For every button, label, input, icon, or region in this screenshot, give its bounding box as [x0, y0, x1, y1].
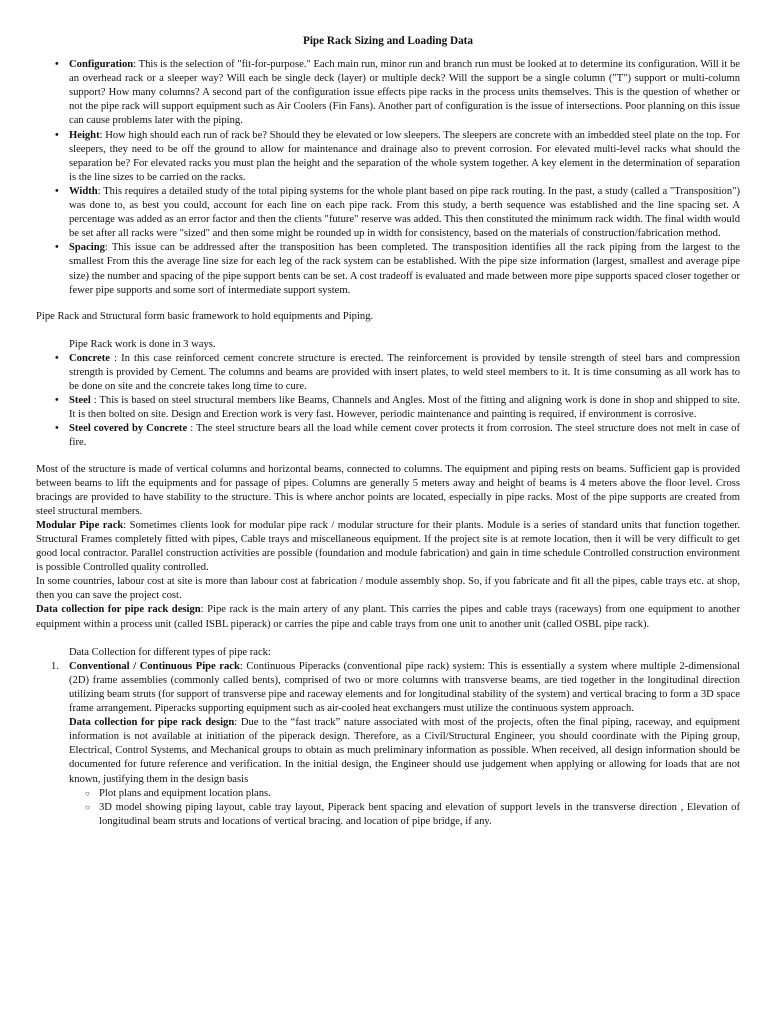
term-modular: Modular Pipe rack — [36, 519, 124, 531]
steel-text: : This is based on steel structural members like Beams, Channels and Angles. Most of the fitting and aligning work is done in shop and shipped to site. It is then bolted on site. Design and Erection work is very fast. However, periodic maintenance and painting is required, if environment is corrosive. — [69, 395, 740, 421]
conventional-paragraph — [69, 660, 740, 716]
sub-data-collection-text: : Due to the “fast track” nature associated with most of the projects, often the final piping, raceway, and equipment information is not available at initiation of the piperack design. Therefore, as a Civil/Structural Engineer, you should coordinate with the Piping group, Electrical, Control Systems, and Mechanical groups to obtain as much preliminary information as possible. When received, all design information should be documented for future reference and verification. In the initial design, the Engineer should use judgement when applying or allowing for loads that are not known, justifying them in the design basis — [69, 717, 740, 785]
term-configuration: Configuration — [69, 59, 134, 71]
page-title: Pipe Rack Sizing and Loading Data — [302, 35, 474, 47]
width-text: : This requires a detailed study of the total piping systems for the whole plant based on pipe rack routing. In the past, a study (called a "Transposition") was done to, as best you could, account for each line on each pipe rack. From this study, a berth sequence was established and the line spacing set. A percentage was added as an error factor and then the clients "future" reserve was added. This then constituted the minimum rack width. The final width would be set after all racks were "sized" and then some might be rounded up in width for consistency, based on the materials of construction/fabrication method. — [69, 185, 740, 240]
data-collection-text: : Pipe rack is the main artery of any plant. This carries the pipes and cable trays (raceways) from one equipment to another equipment within a process unit (called ISBL piperack) or carries the pipe and cable trays from one unit to another unit (called OSBL pipe rack). — [36, 604, 740, 630]
ways-intro: Pipe Rack work is done in 3 ways. — [69, 338, 216, 350]
term-data-collection: Data collection for pipe rack design — [36, 604, 201, 616]
item-number: 1. — [51, 660, 59, 672]
height-text: : How high should each run of rack be? Should they be elevated or low sleepers. The sleepers are concrete with an imbedded steel plate on the top. For sleepers, they need to be off the ground to allow for maintenance and drainage also to prevent corrosion. For elevated multi-level racks what should the separation be? For elevated racks you must plan the height and the separation of the whole system together. A key element in the determination of separation is the line sizes to be carried on the racks. — [69, 129, 740, 183]
list-item — [69, 129, 740, 185]
list-item — [69, 394, 740, 422]
design-considerations-list — [36, 58, 740, 298]
structure-paragraph: Most of the structure is made of vertical columns and horizontal beams, connected to columns. The equipment and piping rests on beams. Sufficient gap is provided between beams to lift the equipments and for passage of pipes. Columns are generally 5 meters away and height of beams is 4 meters above the floor level. Cross bracings are provided to have stability to the structure. This is where anchor points are located, especially in pipe racks. Most of the pipe supports are created from steel structural members. — [36, 463, 740, 517]
concrete-text: : In this case reinforced cement concrete structure is erected. The reinforcement is provided by tensile strength of steel bars and compression strength is provided by Cement. The columns and beams are provided with insert plates, to weld steel members to it. It is time consuming as all work has to be done on site and the concrete takes long time to cure. — [69, 352, 740, 393]
steel-covered-text: : The steel structure bears all the load while cement cover protects it from corrosion. The steel structure does not melt in case of fire. — [69, 423, 740, 449]
labour-paragraph: In some countries, labour cost at site is more than labour cost at fabrication / module assembly shop. So, if you fabricate and fit all the pipes, cable trays etc. at shop, then you can save the project cost. — [36, 576, 740, 602]
term-concrete: Concrete — [69, 352, 110, 364]
term-height: Height — [69, 129, 100, 141]
list-item — [69, 352, 740, 394]
term-spacing: Spacing — [69, 242, 105, 254]
spacing-text: : This issue can be addressed after the transposition has been completed. The transposition identifies all the rack piping from the largest to the smallest From this the average line size for each leg of the rack system can be established. With the pipe size information (largest, smallest and average pipe size) the number and spacing of the pipe support bents can be set. A cost tradeoff is evaluated and made between more pipe supports spaced closer together or fewer pipe supports and some sort of intermediate support system. — [69, 242, 740, 296]
list-item: ○ Plot plans and equipment location plans. — [99, 787, 740, 801]
modular-paragraph — [36, 519, 740, 575]
pipe-rack-types-list — [36, 660, 740, 829]
configuration-text: : This is the selection of "fit-for-purpose." Each main run, minor run and branch run must be looked at to determine its configuration. Will it be an overhead rack or a sleeper way? Will each be single deck (layer) or multiple deck? Will the support be a single column ("T") support or multi-column support? How many columns? A second part of the configuration issue effects pipe racks in the process units themselves. This is the question of whether or not the pipe rack will support equipment such as Air Coolers (Fin Fans). Another part of configuration is the issue of intersections. Poor planning on this issue can cause problems later with the piping. — [69, 59, 740, 127]
sub-data-collection-paragraph — [69, 716, 740, 786]
conventional-text: : Continuous Piperacks (conventional pipe rack) system: This is essentially a system where multiple 2-dimensional (2D) frame assemblies (commonly called bents), comprised of two or more columns with transverse beams, are tied together in the longitudinal direction utilizing beam struts (for support of transverse pipe and raceway elements and for longitudinal stability of the system) and vertical bracing to form a 3D space frame arrangement. Piperacks supporting equipment such as air-cooled heat exchangers must utilize the continuous system approach. — [69, 660, 740, 715]
list-item: ○ 3D model showing piping layout, cable tray layout, Piperack bent spacing and elevation of support levels in the transverse direction , Elevation of longitudinal beam struts and locations of vertical bracing. and location of pipe bridge, if any. — [99, 801, 740, 829]
term-steel-covered: Steel covered by Concrete — [69, 423, 188, 435]
modular-text: : Sometimes clients look for modular pipe rack / modular structure for their plants. Module is a series of standard units that function together. Structural Frames completely fitted with pipes, Cable trays and miscellaneous equipment. If the project site is at remote location, then it will be very difficult to get good local contractor. Parallel construction activities are possible (foundation and module fabrication) and gain in time schedule Controlled construction environment is possible Controlled quality controlled. — [36, 519, 740, 574]
term-width: Width — [69, 185, 98, 197]
term-conventional: Conventional / Continuous Pipe rack — [69, 660, 240, 672]
list-item — [69, 241, 740, 297]
term-sub-data-collection: Data collection for pipe rack design — [69, 717, 235, 729]
term-steel: Steel — [69, 395, 91, 407]
types-intro: Data Collection for different types of pipe rack: — [69, 646, 271, 658]
numbered-item — [51, 660, 740, 829]
list-item — [69, 422, 740, 450]
list-item — [69, 185, 740, 241]
data-items-list — [69, 787, 740, 829]
list-item — [69, 58, 740, 128]
construction-types-list — [36, 352, 740, 451]
data-collection-paragraph — [36, 603, 740, 631]
framework-line: Pipe Rack and Structural form basic framework to hold equipments and Piping. — [36, 310, 374, 322]
